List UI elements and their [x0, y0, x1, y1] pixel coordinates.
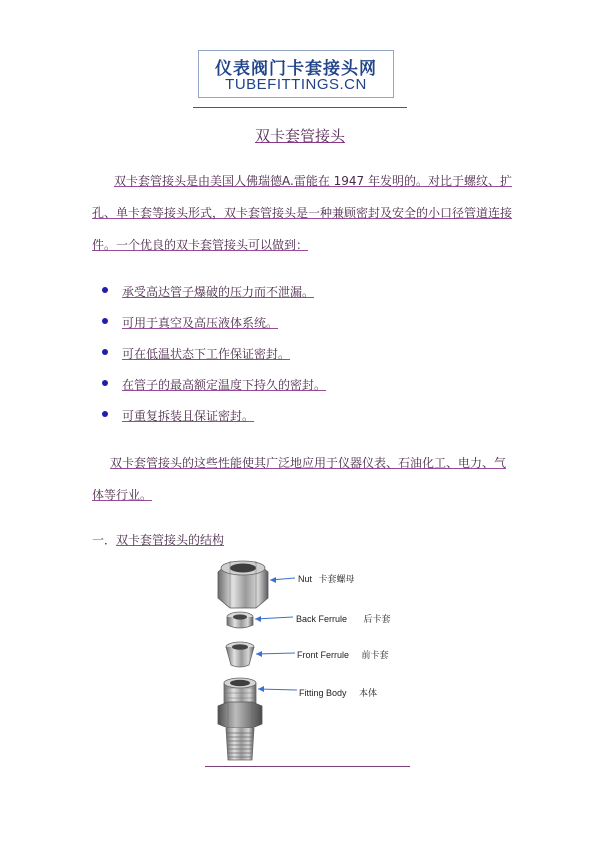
back-ferrule-part — [227, 612, 253, 628]
back-ferrule-label — [296, 612, 391, 625]
site-logo — [198, 50, 394, 98]
section-number: 一． — [92, 533, 117, 547]
intro-line-2: 孔、单卡套等接头形式，双卡套管接头是一种兼顾密封及安全的小口径管道连接 — [92, 206, 513, 220]
list-item-text: 可在低温状态下工作保证密封。 — [122, 347, 291, 361]
logo-domain: TUBEFITTINGS.CN — [225, 76, 367, 93]
fitting-structure-diagram — [200, 556, 420, 766]
front-ferrule-label-en: Front Ferrule — [297, 650, 350, 660]
front-ferrule-label — [297, 648, 389, 661]
nut-label — [298, 572, 355, 585]
front-ferrule-label-cn: 前卡套 — [361, 650, 389, 660]
intro-line-3: 件。一个优良的双卡套管接头可以做到： — [92, 238, 309, 252]
fitting-body-label-cn: 本体 — [359, 688, 378, 698]
fitting-body-label-en: Fitting Body — [299, 688, 347, 698]
bullet-icon — [102, 318, 108, 324]
section-heading — [92, 531, 224, 548]
section-title: 双卡套管接头的结构 — [116, 533, 225, 547]
intro-line-1: 双卡套管接头是由美国人佛瑞德A.雷能在 1947 年发明的。对比于螺纹、扩 — [114, 174, 512, 188]
page-title: 双卡套管接头 — [254, 127, 345, 145]
fitting-body-part — [218, 678, 262, 760]
outro-line-2: 体等行业。 — [92, 488, 153, 502]
front-ferrule-part — [226, 642, 254, 667]
list-item-text: 承受高达管子爆破的压力而不泄漏。 — [122, 285, 315, 299]
list-item-text: 在管子的最高额定温度下持久的密封。 — [122, 378, 327, 392]
outro-line-1: 双卡套管接头的这些性能使其广泛地应用于仪器仪表、石油化工、电力、气 — [110, 456, 507, 470]
fitting-body-label — [299, 686, 377, 699]
diagram-divider — [205, 766, 410, 767]
nut-label-en: Nut — [298, 574, 313, 584]
list-item-text: 可重复拆装且保证密封。 — [122, 409, 255, 423]
nut-label-cn: 卡套螺母 — [318, 574, 355, 584]
bullet-icon — [102, 287, 108, 293]
nut-part — [218, 561, 268, 608]
bullet-icon — [102, 380, 108, 386]
bullet-icon — [102, 349, 108, 355]
back-ferrule-label-cn: 后卡套 — [363, 614, 391, 624]
list-item-text: 可用于真空及高压液体系统。 — [122, 316, 279, 330]
bullet-icon — [102, 411, 108, 417]
fitting-exploded-view — [200, 556, 420, 766]
back-ferrule-label-en: Back Ferrule — [296, 614, 348, 624]
logo-chinese-name: 仪表阀门卡套接头网 — [215, 59, 377, 79]
header-divider — [193, 107, 407, 108]
